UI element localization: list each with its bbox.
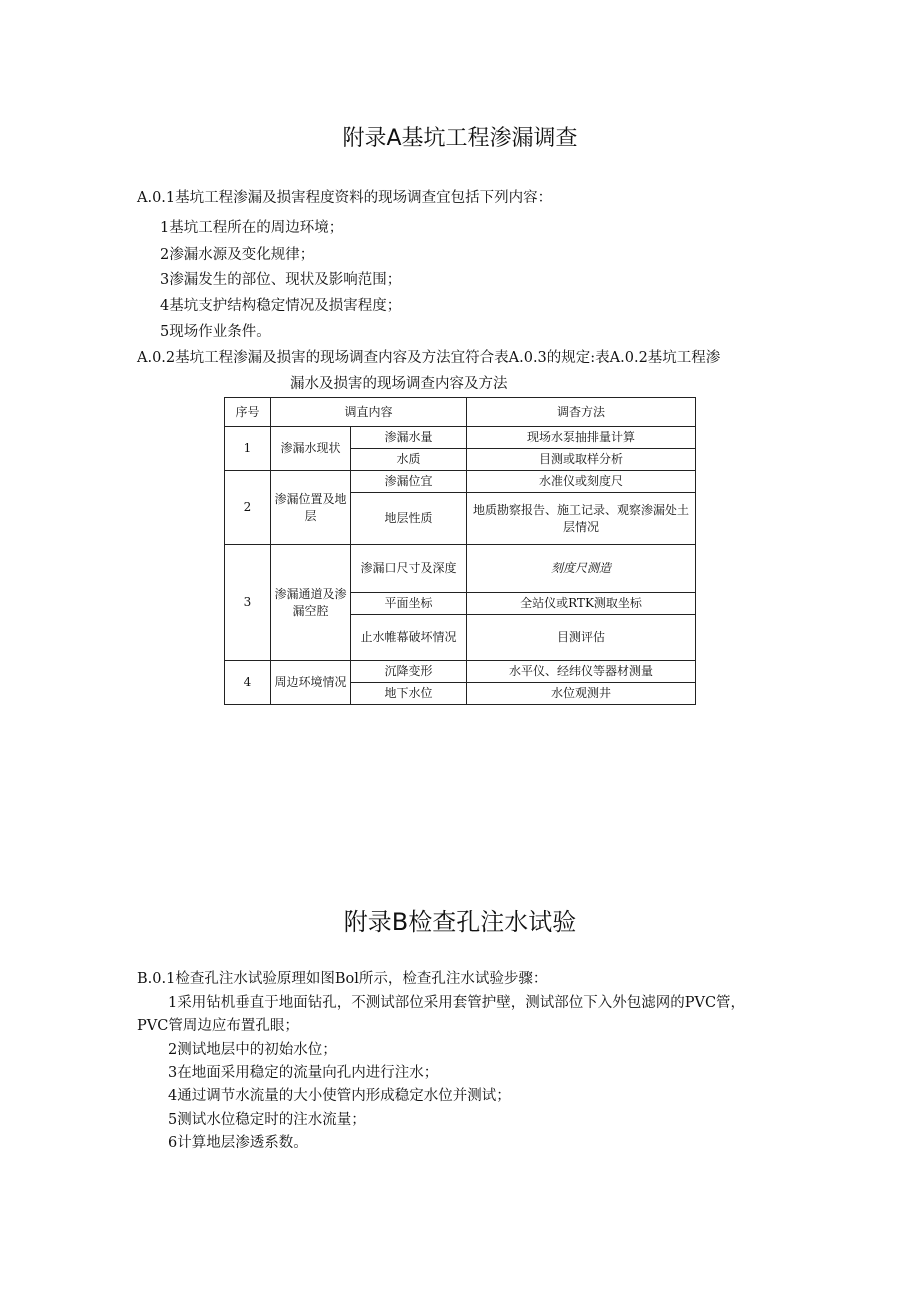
table-caption: 漏水及损害的现场调查内容及方法 (290, 376, 508, 392)
step-1-line-2: PVC管周边应布置孔眼； (137, 1018, 299, 1034)
row-category: 渗漏水现状 (271, 427, 351, 471)
list-item: 4通过调节水流量的大小使管内形成稳定水位并测试； (168, 1088, 511, 1104)
survey-table (224, 397, 696, 705)
list-item: 2渗漏水源及变化规律； (160, 247, 315, 263)
list-item: 6计算地层渗透系数。 (168, 1135, 308, 1151)
row-item: 渗漏口尺寸及深度 (351, 545, 467, 593)
table-row (225, 545, 696, 593)
row-category: 渗漏位置及地层 (271, 471, 351, 545)
table-header-row (225, 398, 696, 427)
row-method: 地质勘察报告、施工记录、观察渗漏处土层情况 (467, 493, 696, 545)
clause-b01: B.0.1检查孔注水试验原理如图Bol所示，检查孔注水试验步骤： (137, 971, 548, 987)
row-method: 全站仪或RTK测取坐标 (467, 593, 696, 615)
row-item: 平面坐标 (351, 593, 467, 615)
row-method: 水准仪或刻度尺 (467, 471, 696, 493)
row-item: 地层性质 (351, 493, 467, 545)
row-item: 沉降变形 (351, 661, 467, 683)
row-number: 4 (225, 661, 271, 705)
row-number: 3 (225, 545, 271, 661)
clause-a02: A.0.2基坑工程渗漏及损害的现场调查内容及方法宜符合表A.0.3的规定:表A.0.2基坑工程渗 (137, 350, 721, 366)
row-item: 渗漏位宜 (351, 471, 467, 493)
appendix-b-title: 附录B检查孔注水试验 (343, 908, 577, 936)
row-method: 水平仪、经纬仪等器材测量 (467, 661, 696, 683)
list-item: 2测试地层中的初始水位； (168, 1042, 337, 1058)
row-category: 周边环境情况 (271, 661, 351, 705)
list-item: 5测试水位稳定时的注水流量； (168, 1112, 366, 1128)
header-no: 序号 (225, 398, 271, 427)
row-number: 2 (225, 471, 271, 545)
list-item: 3在地面采用稳定的流量向孔内进行注水； (168, 1065, 439, 1081)
row-method: 刻度尺测造 (467, 545, 696, 593)
header-method: 调杳方法 (467, 398, 696, 427)
row-item: 水质 (351, 449, 467, 471)
clause-a01: A.0.1基坑工程渗漏及损害程度资料的现场调查宜包括下列内容： (137, 190, 553, 206)
row-item: 止水帷幕破坏情况 (351, 615, 467, 661)
list-item: 4基坑支护结构稳定情况及损害程度； (160, 298, 402, 314)
row-item: 地下水位 (351, 683, 467, 705)
header-content: 调直内容 (271, 398, 467, 427)
list-item: 5现场作业条件。 (160, 324, 271, 340)
row-method: 目测或取样分析 (467, 449, 696, 471)
list-item: 3渗漏发生的部位、现状及影响范围； (160, 272, 402, 288)
table-row (225, 471, 696, 493)
row-category: 渗漏通道及渗漏空腔 (271, 545, 351, 661)
list-item: 1基坑工程所在的周边环境； (160, 220, 344, 236)
row-method: 目测评估 (467, 615, 696, 661)
row-method: 水位观测井 (467, 683, 696, 705)
row-item: 渗漏水量 (351, 427, 467, 449)
appendix-a-title: 附录A基坑工程渗漏调查 (342, 126, 578, 151)
step-1-line-1: 1采用钻机垂直于地面钻孔，不测试部位采用套管护壁，测试部位下入外包滤网的PVC管， (168, 995, 746, 1011)
table-row (225, 427, 696, 449)
row-method: 现场水泵抽排量计算 (467, 427, 696, 449)
row-number: 1 (225, 427, 271, 471)
table-row (225, 661, 696, 683)
